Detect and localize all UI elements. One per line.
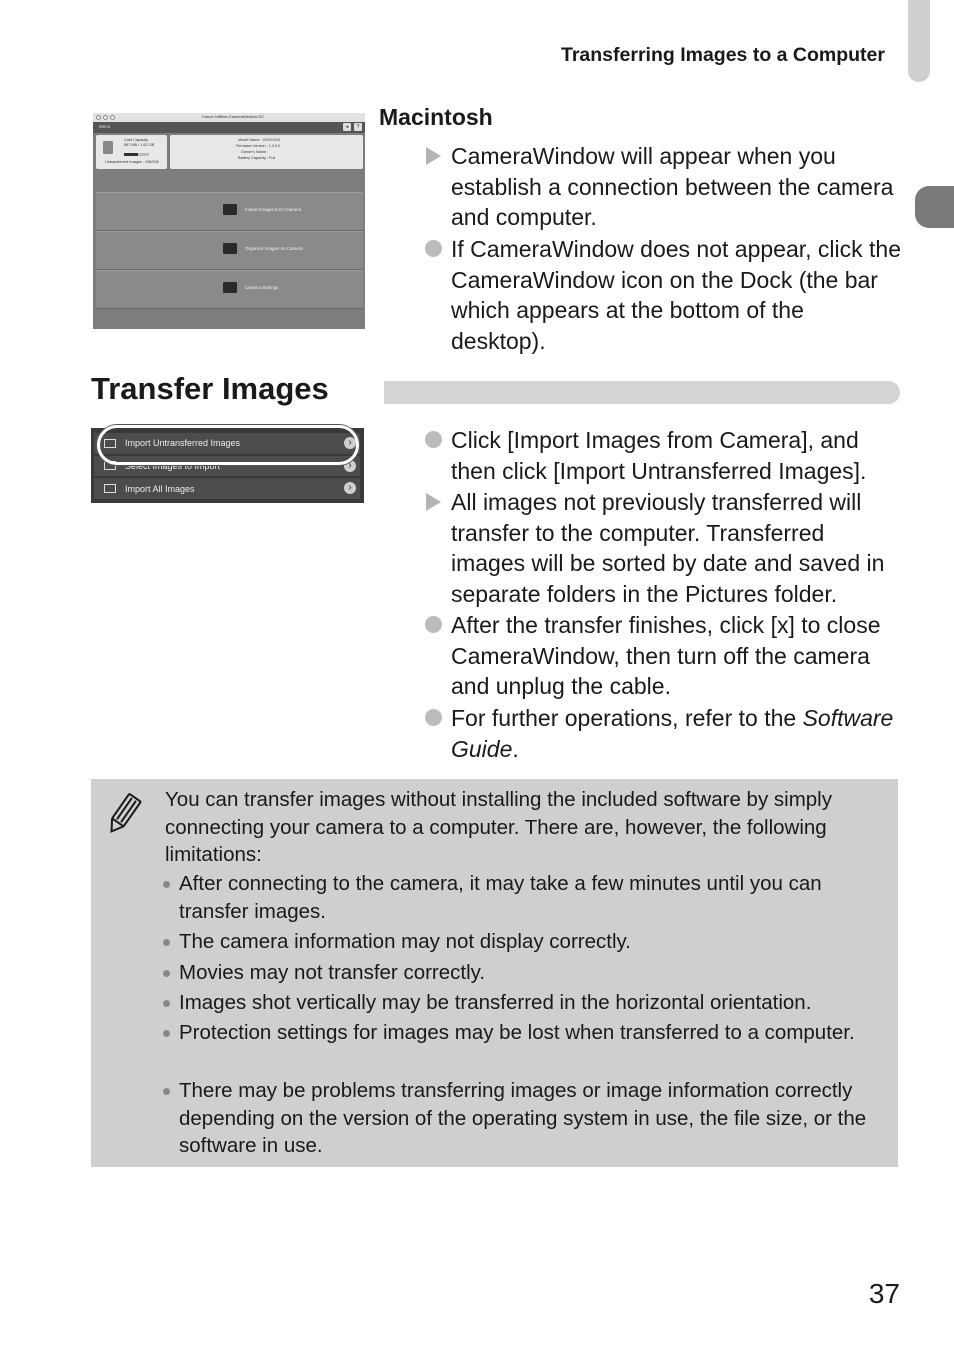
note-bullet (163, 1000, 170, 1007)
import-all-icon (104, 484, 116, 493)
select-images-label: Select Images to Import (125, 461, 221, 471)
untransferred-count: Untransferred Images : 136/208 (105, 160, 159, 164)
model-name: Model Name : XXXXXXX (238, 138, 281, 142)
note-intro: You can transfer images without installing the included software by simply connecting your camera to a computer. There are, however, the following limitations: (165, 788, 832, 866)
transfer-item-4-prefix: For further operations, refer to the (451, 705, 797, 731)
note-item-3: Movies may not transfer correctly. (179, 961, 486, 984)
note-bullet (163, 939, 170, 946)
step-bullet-icon (425, 709, 442, 726)
pencil-icon (104, 792, 142, 838)
memory-card-icon (103, 141, 113, 154)
import-all-label: Import All Images (125, 484, 195, 494)
row-settings-label: Camera Settings (245, 285, 279, 290)
transfer-item-1: Click [Import Images from Camera], and then click [Import Untransferred Images]. (451, 427, 867, 484)
transfer-item-2: All images not previously transferred will transfer to the computer. Transferred images will be sorted by date and saved in separate folders in the Pictures folder. (451, 489, 885, 607)
menu-label: Menu (99, 124, 111, 129)
step-bullet-icon (425, 240, 442, 257)
mac-item-2: If CameraWindow does not appear, click the CameraWindow icon on the Dock (the bar which appears at the bottom of the desktop). (451, 236, 902, 354)
chapter-tab-top (908, 0, 930, 82)
chevron-right-icon: › (344, 482, 356, 494)
highlight-ring (97, 425, 359, 465)
row-organize-label: Organize Images on Camera (245, 246, 303, 251)
window-controls (96, 115, 115, 120)
note-bullet (163, 970, 170, 977)
software-guide-title: Software Guide (451, 705, 894, 762)
note-bullet (163, 1088, 170, 1095)
heading-rule (384, 381, 900, 404)
chapter-tab-side (915, 186, 954, 228)
battery-capacity: Battery Capacity : Full (238, 156, 276, 160)
note-item-5: Protection settings for images may be lost when transferred to a computer. (179, 1021, 855, 1044)
note-item-4: Images shot vertically may be transferred in the horizontal orientation. (179, 991, 812, 1014)
result-arrow-icon (426, 493, 441, 511)
note-item-6: There may be problems transferring images or image information correctly depending on the version of the operating system in use, the file size, or the software in use. (179, 1079, 867, 1157)
row-import-label: Import Images from Camera (245, 207, 302, 212)
chevron-right-icon: › (344, 437, 356, 449)
capacity-bar-fill (124, 153, 138, 156)
organize-icon (223, 243, 237, 254)
transfer-item-3: After the transfer finishes, click [x] to close CameraWindow, then turn off the camera and unplug the cable. (451, 612, 881, 699)
owner-name: Owner's Name : (241, 150, 269, 154)
step-bullet-icon (425, 616, 442, 633)
camera-icon (223, 282, 237, 293)
card-capacity-label: Card Capacity (124, 138, 149, 142)
macintosh-heading: Macintosh (379, 104, 493, 130)
window-title: Canon Utilities CameraWindow DC (201, 114, 265, 119)
note-item-1: After connecting to the camera, it may take a few minutes until you can transfer images. (179, 872, 822, 923)
note-bullet (163, 1030, 170, 1037)
running-header: Transferring Images to a Computer (561, 44, 885, 66)
import-icon (223, 204, 237, 215)
camerawindow-mac-screenshot (93, 113, 365, 329)
page-number: 37 (868, 1278, 900, 1309)
transfer-item-4-suffix: . (512, 735, 519, 762)
result-arrow-icon (426, 147, 441, 165)
import-untransferred-label: Import Untransferred Images (125, 438, 241, 448)
step-bullet-icon (425, 431, 442, 448)
transfer-item-4 (451, 703, 901, 764)
note-item-2: The camera information may not display correctly. (179, 930, 631, 953)
menu-bar (93, 122, 365, 133)
mac-item-1: CameraWindow will appear when you establish a connection between the camera and computer. (451, 143, 894, 230)
chevron-right-icon: › (344, 460, 356, 472)
help-icon: ? (354, 123, 362, 131)
back-icon: ◂ (343, 123, 351, 131)
note-bullet (163, 881, 170, 888)
firmware-version: Firmware Version : 1.0.0.0 (236, 144, 281, 148)
card-capacity-value: 867 MB / 1.82 GB (124, 143, 155, 147)
transfer-images-heading: Transfer Images (91, 371, 329, 406)
